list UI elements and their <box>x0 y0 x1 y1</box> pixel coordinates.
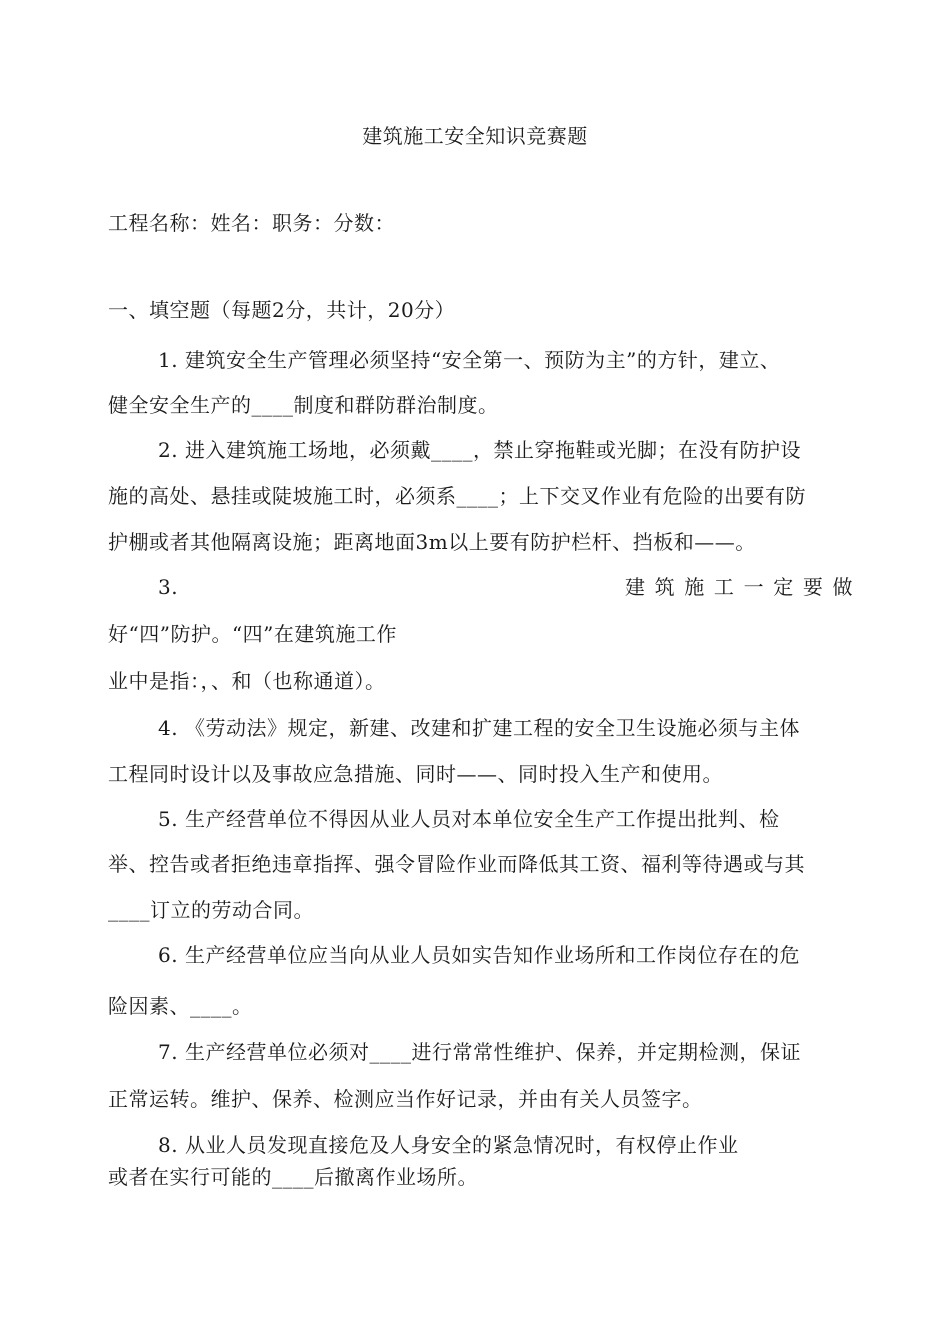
question-1-line-2: 健全安全生产的____制度和群防群治制度。 <box>108 393 499 417</box>
char: 建 <box>625 575 646 599</box>
char: 施 <box>684 575 705 599</box>
question-8-line-1: 8. 从业人员发现直接危及人身安全的紧急情况时，有权停止作业 <box>158 1133 739 1157</box>
char: 工 <box>713 575 735 599</box>
question-5-line-1: 5. 生产经营单位不得因从业人员对本单位安全生产工作提出批判、检 <box>158 807 780 831</box>
char: 一 <box>743 575 765 599</box>
document-title: 建筑施工安全知识竞赛题 <box>362 124 588 148</box>
question-3-line-1-text <box>625 575 853 599</box>
question-6-line-1: 6. 生产经营单位应当向从业人员如实告知作业场所和工作岗位存在的危 <box>158 943 800 967</box>
char: 做 <box>832 575 853 599</box>
char: 筑 <box>654 575 676 599</box>
question-1-line-1: 1. 建筑安全生产管理必须坚持“安全第一、预防为主”的方针，建立、 <box>158 348 781 372</box>
char: 要 <box>802 575 824 599</box>
question-7-line-1: 7. 生产经营单位必须对____进行常常性维护、保养，并定期检测，保证 <box>158 1040 801 1064</box>
question-3-number: 3. <box>158 575 179 599</box>
question-3-line-3: 业中是指：，、和（也称通道）。 <box>108 669 386 693</box>
question-2-line-1: 2. 进入建筑施工场地，必须戴____，禁止穿拖鞋或光脚；在没有防护设 <box>158 438 801 462</box>
question-2-line-2: 施的高处、悬挂或陡坡施工时，必须系____；上下交叉作业有危险的出要有防 <box>108 484 806 508</box>
question-4-line-1: 4. 《劳动法》规定，新建、改建和扩建工程的安全卫生设施必须与主体 <box>158 716 800 740</box>
char: 定 <box>773 575 794 599</box>
question-6-line-2: 险因素、____。 <box>108 994 253 1018</box>
question-5-line-2: 举、控告或者拒绝违章指挥、强令冒险作业而降低其工资、福利等待遇或与其 <box>108 852 805 876</box>
question-7-line-2: 正常运转。维护、保养、检测应当作好记录，并由有关人员签字。 <box>108 1087 703 1111</box>
question-5-line-3: ____订立的劳动合同。 <box>108 898 314 922</box>
question-8-line-2: 或者在实行可能的____后撤离作业场所。 <box>108 1165 478 1189</box>
header-fields: 工程名称：姓名：职务：分数： <box>108 211 395 235</box>
section-heading: 一、填空题（每题2分，共计，20分） <box>108 298 456 322</box>
question-3-line-2: 好“四”防护。“四”在建筑施工作 <box>108 622 397 646</box>
question-4-line-2: 工程同时设计以及事故应急措施、同时——、同时投入生产和使用。 <box>108 762 723 786</box>
question-2-line-3: 护棚或者其他隔离设施；距离地面3m以上要有防护栏杆、挡板和——。 <box>108 530 756 554</box>
